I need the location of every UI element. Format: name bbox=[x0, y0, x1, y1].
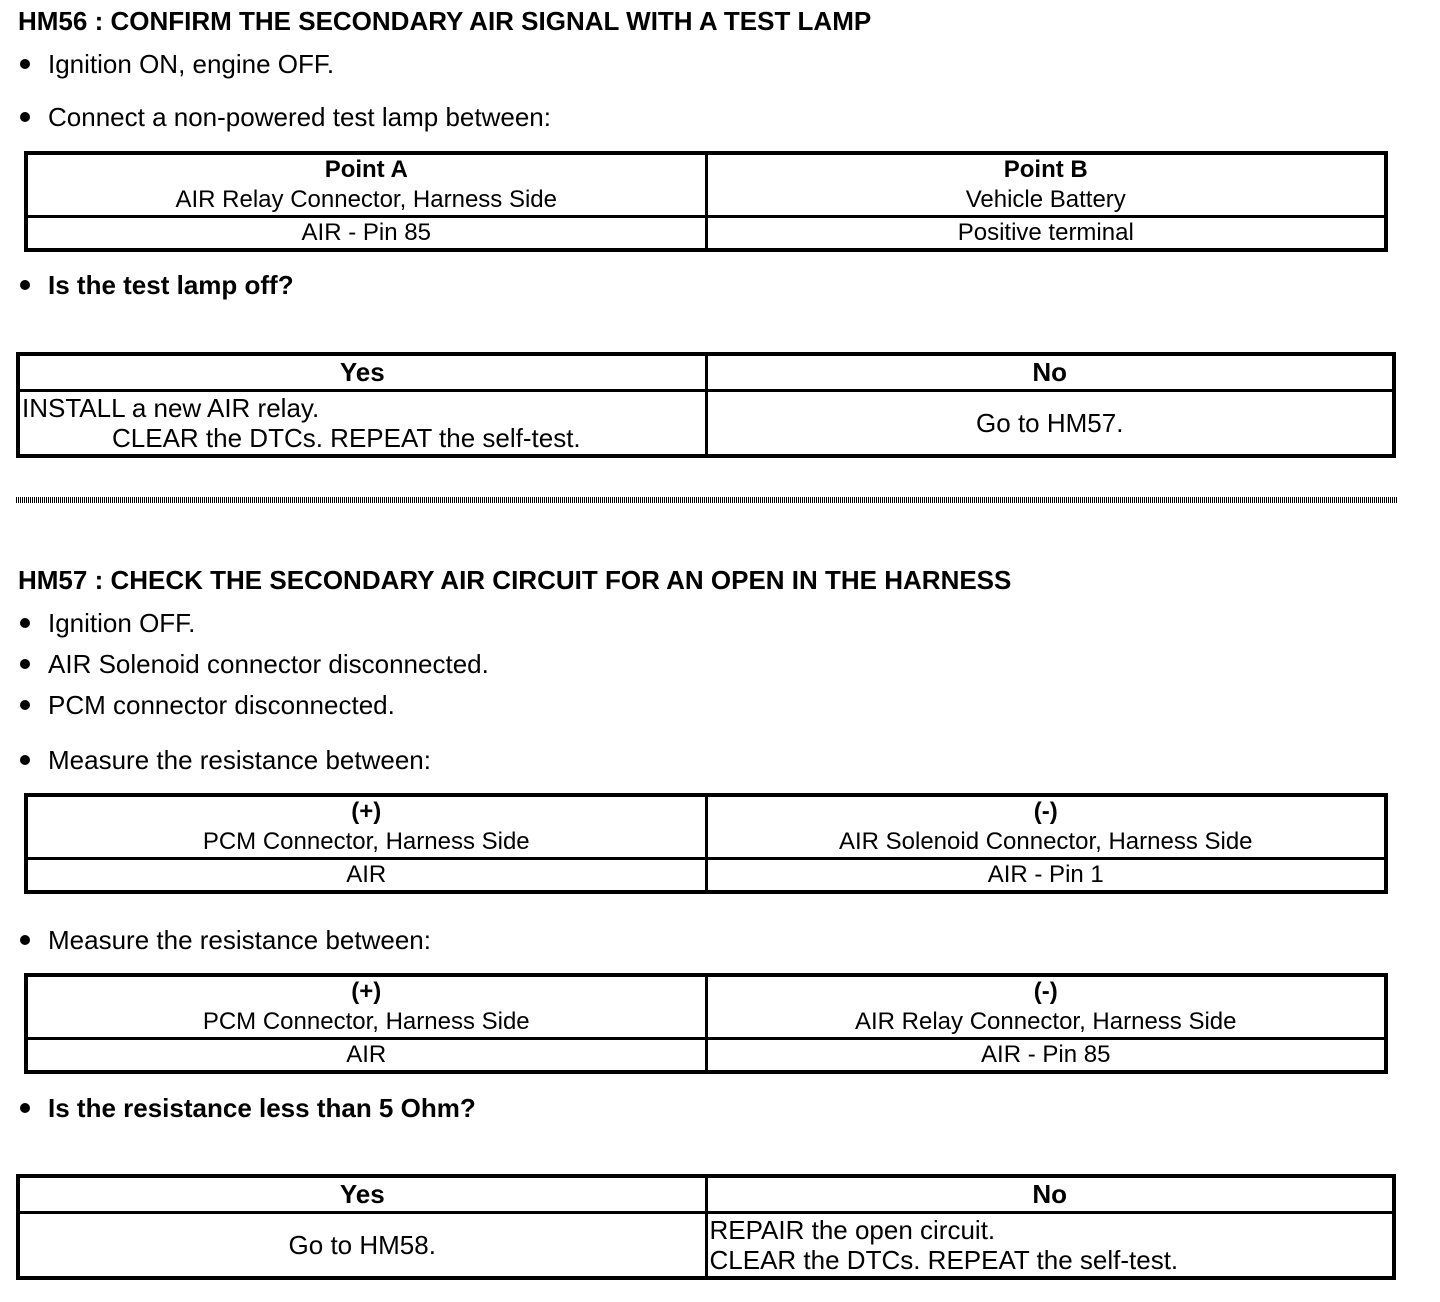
plus-value-cell: AIR bbox=[26, 1039, 706, 1073]
point-b-value-cell: Positive terminal bbox=[706, 217, 1386, 251]
no-action-cell: Go to HM57. bbox=[706, 390, 1394, 456]
hm57-bullet-measure-2: Measure the resistance between: bbox=[20, 925, 431, 955]
hm57-answer-table bbox=[16, 1174, 1396, 1280]
hm57-bullet-pcm: PCM connector disconnected. bbox=[20, 690, 395, 720]
hm57-bullet-measure-1: Measure the resistance between: bbox=[20, 745, 431, 775]
plus-header-cell: (+) PCM Connector, Harness Side bbox=[26, 975, 706, 1039]
minus-header-cell: (-) AIR Relay Connector, Harness Side bbox=[706, 975, 1386, 1039]
hm56-test-lamp-table bbox=[24, 151, 1388, 252]
section-divider bbox=[16, 497, 1397, 503]
bullet-icon bbox=[20, 700, 30, 710]
yes-header-cell: Yes bbox=[18, 354, 706, 390]
hm57-bullet-solenoid: AIR Solenoid connector disconnected. bbox=[20, 649, 489, 679]
hm57-resistance-table-1 bbox=[24, 793, 1388, 894]
plus-value-cell: AIR bbox=[26, 859, 706, 893]
hm57-title: HM57 : CHECK THE SECONDARY AIR CIRCUIT FOR AN OPEN IN THE HARNESS bbox=[18, 565, 1012, 595]
no-action-cell: REPAIR the open circuit. CLEAR the DTCs. REPEAT the self-test. bbox=[706, 1212, 1394, 1278]
point-a-header-cell: Point A AIR Relay Connector, Harness Side bbox=[26, 153, 706, 217]
bullet-icon bbox=[20, 618, 30, 628]
bullet-icon bbox=[20, 935, 30, 945]
hm57-bullet-ignition: Ignition OFF. bbox=[20, 608, 195, 638]
no-header-cell: No bbox=[706, 354, 1394, 390]
yes-header-cell: Yes bbox=[18, 1176, 706, 1212]
bullet-icon bbox=[20, 280, 30, 290]
no-header-cell: No bbox=[706, 1176, 1394, 1212]
yes-action-cell: INSTALL a new AIR relay. CLEAR the DTCs. REPEAT the self-test. bbox=[18, 390, 706, 456]
hm56-question: Is the test lamp off? bbox=[20, 270, 294, 300]
bullet-icon bbox=[20, 59, 30, 69]
minus-value-cell: AIR - Pin 1 bbox=[706, 859, 1386, 893]
minus-value-cell: AIR - Pin 85 bbox=[706, 1039, 1386, 1073]
bullet-icon bbox=[20, 659, 30, 669]
hm56-answer-table bbox=[16, 352, 1396, 458]
hm57-question: Is the resistance less than 5 Ohm? bbox=[20, 1093, 476, 1123]
point-a-value-cell: AIR - Pin 85 bbox=[26, 217, 706, 251]
hm57-resistance-table-2 bbox=[24, 973, 1388, 1074]
bullet-icon bbox=[20, 1103, 30, 1113]
minus-header-cell: (-) AIR Solenoid Connector, Harness Side bbox=[706, 795, 1386, 859]
hm56-bullet-connect: Connect a non-powered test lamp between: bbox=[20, 102, 551, 132]
hm56-bullet-ignition: Ignition ON, engine OFF. bbox=[20, 49, 334, 79]
plus-header-cell: (+) PCM Connector, Harness Side bbox=[26, 795, 706, 859]
bullet-icon bbox=[20, 755, 30, 765]
yes-action-cell: Go to HM58. bbox=[18, 1212, 706, 1278]
point-b-header-cell: Point B Vehicle Battery bbox=[706, 153, 1386, 217]
bullet-icon bbox=[20, 112, 30, 122]
hm56-title: HM56 : CONFIRM THE SECONDARY AIR SIGNAL WITH A TEST LAMP bbox=[18, 6, 872, 36]
